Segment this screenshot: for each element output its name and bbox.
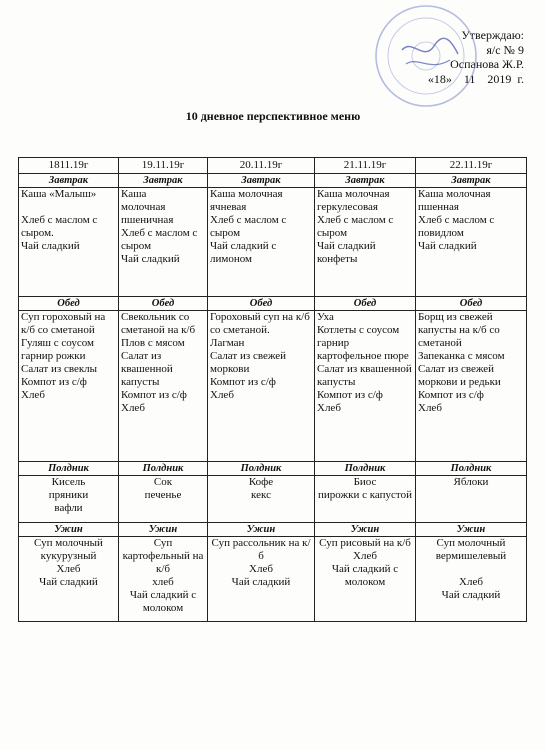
breakfast-row — [19, 188, 527, 297]
dates-row — [19, 158, 527, 174]
approval-line-3: Оспанова Ж.Р. — [450, 57, 524, 71]
approval-line-1: Утверждаю: — [461, 28, 524, 42]
meal-header: Завтрак — [119, 174, 208, 188]
date-cell: 20.11.19г — [208, 158, 315, 174]
date-cell: 21.11.19г — [315, 158, 416, 174]
meal-header: Ужин — [208, 523, 315, 537]
snack-header-row — [19, 462, 527, 476]
menu-cell: Сок печенье — [119, 476, 208, 523]
menu-cell: Кофе кекс — [208, 476, 315, 523]
menu-cell: Суп гороховый на к/б со сметаной Гуляш с соусом гарнир рожки Салат из свеклы Компот из с/ф Хлеб — [19, 311, 119, 462]
dinner-row — [19, 537, 527, 622]
menu-cell: Каша молочная пшеничная Хлеб с маслом с сыром Чай сладкий — [119, 188, 208, 297]
menu-cell: Суп молочный кукурузный Хлеб Чай сладкий — [19, 537, 119, 622]
meal-header: Полдник — [19, 462, 119, 476]
menu-cell: Каша «Малыш» Хлеб с маслом с сыром. Чай сладкий — [19, 188, 119, 297]
meal-header: Ужин — [315, 523, 416, 537]
meal-header: Обед — [416, 297, 527, 311]
dinner-header-row — [19, 523, 527, 537]
meal-header: Обед — [208, 297, 315, 311]
menu-cell: Гороховый суп на к/б со сметаной. Лагман Салат из свежей моркови Компот из с/ф Хлеб — [208, 311, 315, 462]
meal-header: Ужин — [19, 523, 119, 537]
lunch-row — [19, 311, 527, 462]
breakfast-header-row — [19, 174, 527, 188]
meal-header: Обед — [315, 297, 416, 311]
meal-header: Обед — [19, 297, 119, 311]
meal-header: Полдник — [119, 462, 208, 476]
menu-cell: Свекольник со сметаной на к/б Плов с мясом Салат из квашенной капусты Компот из с/ф Хлеб — [119, 311, 208, 462]
meal-header: Завтрак — [19, 174, 119, 188]
meal-header: Полдник — [208, 462, 315, 476]
menu-table — [18, 157, 527, 622]
meal-header: Полдник — [416, 462, 527, 476]
meal-header: Ужин — [416, 523, 527, 537]
menu-cell: Кисель пряники вафли — [19, 476, 119, 523]
official-stamp-icon — [372, 2, 480, 110]
menu-cell: Суп рассольник на к/б Хлеб Чай сладкий — [208, 537, 315, 622]
meal-header: Завтрак — [315, 174, 416, 188]
lunch-header-row — [19, 297, 527, 311]
date-cell: 1811.19г — [19, 158, 119, 174]
page-title: 10 дневное перспективное меню — [185, 109, 361, 123]
meal-header: Ужин — [119, 523, 208, 537]
snack-row — [19, 476, 527, 523]
menu-cell: Яблоки — [416, 476, 527, 523]
date-cell: 22.11.19г — [416, 158, 527, 174]
menu-cell: Каша молочная пшенная Хлеб с маслом с повидлом Чай сладкий — [416, 188, 527, 297]
menu-cell: Суп молочный вермишелевый Хлеб Чай сладкий — [416, 537, 527, 622]
menu-cell: Каша молочная геркулесовая Хлеб с маслом с сыром Чай сладкий конфеты — [315, 188, 416, 297]
menu-cell: Борщ из свежей капусты на к/б со сметаной Запеканка с мясом Салат из свежей моркови и редьки Компот из с/ф Хлеб — [416, 311, 527, 462]
menu-cell: Суп картофельный на к/б хлеб Чай сладкий с молоком — [119, 537, 208, 622]
menu-cell: Каша молочная ячневая Хлеб с маслом с сыром Чай сладкий с лимоном — [208, 188, 315, 297]
date-cell: 19.11.19г — [119, 158, 208, 174]
menu-cell: Уха Котлеты с соусом гарнир картофельное пюре Салат из квашенной капусты Компот из с/ф Хлеб — [315, 311, 416, 462]
meal-header: Завтрак — [416, 174, 527, 188]
menu-cell: Суп рисовый на к/б Хлеб Чай сладкий с молоком — [315, 537, 416, 622]
approval-line-2: я/с № 9 — [486, 42, 524, 57]
meal-header: Полдник — [315, 462, 416, 476]
approval-line-4: «18» 11 2019 г. — [427, 71, 524, 86]
meal-header: Обед — [119, 297, 208, 311]
meal-header: Завтрак — [208, 174, 315, 188]
menu-cell: Биос пирожки с капустой — [315, 476, 416, 523]
